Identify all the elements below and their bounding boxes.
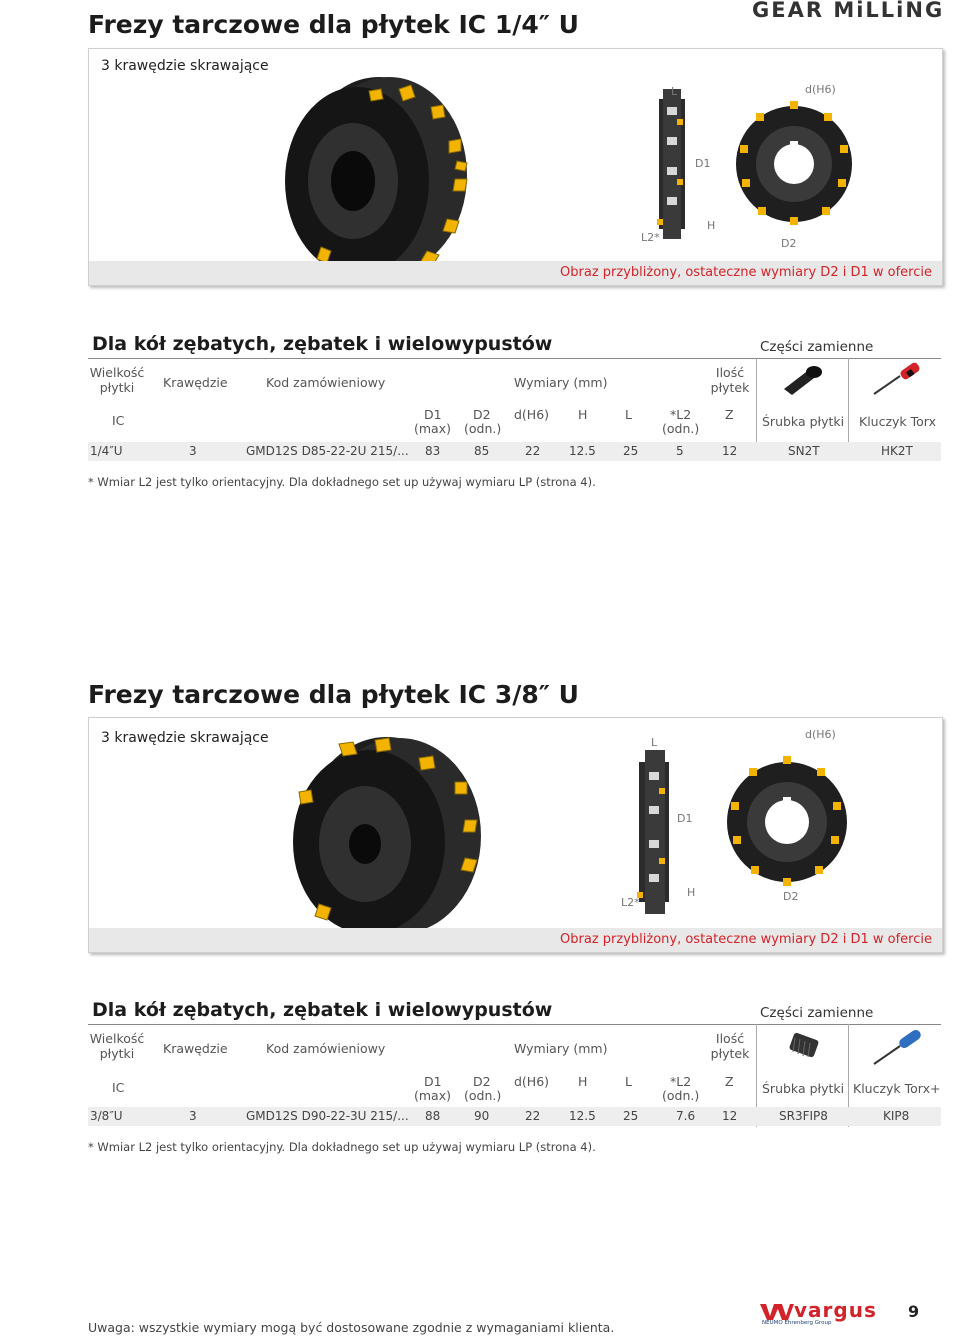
- caption-bar: [89, 261, 942, 285]
- dim-D2-label: D2: [781, 237, 797, 250]
- cell-l2: 7.6: [676, 1109, 696, 1123]
- cell-d2: 85: [474, 444, 490, 458]
- cell-d2: 90: [474, 1109, 490, 1123]
- torx-key-icon: [870, 362, 926, 398]
- cell-h: 12.5: [569, 444, 596, 458]
- th-screw: Śrubka płytki: [762, 414, 845, 429]
- image-caption: Obraz przybliżony, ostateczne wymiary D2 i D1 w ofercie: [560, 265, 932, 280]
- dim-dH6-label: d(H6): [805, 83, 836, 96]
- dim-D1-label: D1: [695, 157, 711, 170]
- cell-key: HK2T: [881, 444, 913, 458]
- header-rule: [88, 1024, 941, 1025]
- section-1-table-title: Dla kół zębatych, zębatek i wielowypustów: [92, 333, 553, 355]
- cutter-front-view-icon: [725, 744, 849, 900]
- footnote: * Wmiar L2 jest tylko orientacyjny. Dla dokładnego set up używaj wymiaru LP (strona 4).: [88, 475, 596, 489]
- th-z: Z: [725, 1074, 734, 1089]
- th-l: L: [625, 1074, 632, 1089]
- vargus-subline: NEUMO Ehrenberg Group: [762, 1320, 832, 1326]
- dim-L2-label: L2*: [621, 896, 640, 909]
- caption-bar: [89, 928, 942, 952]
- th-d1-sub: (max): [414, 421, 451, 436]
- th-edges: Krawędzie: [163, 375, 228, 390]
- screw-icon: [780, 363, 830, 397]
- cell-l: 25: [623, 1109, 639, 1123]
- th-size: Wielkość płytki: [89, 365, 145, 395]
- section-2-table-title: Dla kół zębatych, zębatek i wielowypustów: [92, 999, 553, 1021]
- cell-z: 12: [722, 444, 738, 458]
- th-h: H: [578, 1074, 588, 1089]
- section-2-subtitle: 3 krawędzie skrawające: [101, 730, 269, 746]
- th-z: Z: [725, 407, 734, 422]
- dim-D1-label: D1: [677, 812, 693, 825]
- th-screw: Śrubka płytki: [762, 1081, 845, 1096]
- milling-cutter-icon: [279, 732, 499, 942]
- th-d2: D2: [473, 407, 491, 422]
- dim-H-label: H: [707, 219, 716, 232]
- th-dims: Wymiary (mm): [514, 375, 608, 390]
- cell-l2: 5: [676, 444, 684, 458]
- th-size: Wielkość płytki: [89, 1031, 145, 1061]
- th-l2: *L2: [670, 1074, 692, 1089]
- dim-D2-label: D2: [783, 890, 799, 903]
- footnote: * Wmiar L2 jest tylko orientacyjny. Dla dokładnego set up używaj wymiaru LP (strona 4).: [88, 1140, 596, 1154]
- th-d1: D1: [424, 1074, 442, 1089]
- vargus-logo: [760, 1300, 878, 1330]
- screw-icon: [785, 1030, 825, 1062]
- milling-cutter-icon: [259, 69, 519, 281]
- cell-screw: SR3FIP8: [779, 1109, 828, 1123]
- spare-parts-title: Części zamienne: [760, 339, 874, 355]
- cell-d1: 83: [425, 444, 441, 458]
- cell-edges: 3: [189, 1109, 197, 1123]
- cell-z: 12: [722, 1109, 738, 1123]
- section-1-image-panel: [88, 48, 943, 286]
- dim-H-label: H: [687, 886, 696, 899]
- cell-ic: 3/8″U: [90, 1109, 123, 1123]
- section-2-image-panel: [88, 717, 943, 953]
- cell-edges: 3: [189, 444, 197, 458]
- screwdriver-icon: [870, 1028, 926, 1068]
- th-ic: IC: [112, 1080, 125, 1095]
- cell-dh6: 22: [525, 1109, 541, 1123]
- cell-code: GMD12S D85-22-2U 215/...: [246, 444, 409, 458]
- cutter-front-view-icon: [734, 89, 854, 239]
- th-d1-sub: (max): [414, 1088, 451, 1103]
- th-l2: *L2: [670, 407, 692, 422]
- gear-milling-logo: GEAR MiLLiNG: [752, 0, 945, 22]
- spare-parts-title: Części zamienne: [760, 1005, 874, 1021]
- page-number: 9: [908, 1302, 920, 1321]
- th-qty: Ilość płytek: [710, 1031, 750, 1061]
- cutter-side-view-icon: [629, 742, 689, 922]
- cell-l: 25: [623, 444, 639, 458]
- cell-d1: 88: [425, 1109, 441, 1123]
- th-l: L: [625, 407, 632, 422]
- section-1-title: Frezy tarczowe dla płytek IC 1/4″ U: [88, 10, 579, 39]
- dim-L-label: L: [671, 85, 678, 98]
- th-dh6: d(H6): [514, 407, 550, 422]
- th-qty: Ilość płytek: [710, 365, 750, 395]
- vargus-wordmark: vargus: [794, 1298, 877, 1322]
- th-l2-sub: (odn.): [662, 421, 700, 436]
- th-code: Kod zamówieniowy: [266, 375, 386, 390]
- cell-h: 12.5: [569, 1109, 596, 1123]
- cell-key: KIP8: [883, 1109, 910, 1123]
- dim-L2-label: L2*: [641, 231, 660, 244]
- section-2-title: Frezy tarczowe dla płytek IC 3/8″ U: [88, 680, 579, 709]
- header-rule: [88, 358, 941, 359]
- vargus-mark-icon: [760, 1304, 794, 1320]
- cell-ic: 1/4″U: [90, 444, 123, 458]
- cell-screw: SN2T: [788, 444, 820, 458]
- th-d2-sub: (odn.): [464, 1088, 502, 1103]
- th-d1: D1: [424, 407, 442, 422]
- section-1-subtitle: 3 krawędzie skrawające: [101, 58, 269, 74]
- th-d2: D2: [473, 1074, 491, 1089]
- th-h: H: [578, 407, 588, 422]
- image-caption: Obraz przybliżony, ostateczne wymiary D2 i D1 w ofercie: [560, 932, 932, 947]
- cell-dh6: 22: [525, 444, 541, 458]
- footer-note: Uwaga: wszystkie wymiary mogą być dostosowane zgodnie z wymaganiami klienta.: [88, 1320, 615, 1335]
- th-l2-sub: (odn.): [662, 1088, 700, 1103]
- th-code: Kod zamówieniowy: [266, 1041, 386, 1056]
- th-d2-sub: (odn.): [464, 421, 502, 436]
- th-ic: IC: [112, 413, 125, 428]
- th-dh6: d(H6): [514, 1074, 550, 1089]
- th-edges: Krawędzie: [163, 1041, 228, 1056]
- dim-L-label: L: [651, 736, 658, 749]
- th-key: Kluczyk Torx+: [853, 1081, 941, 1096]
- th-dims: Wymiary (mm): [514, 1041, 608, 1056]
- th-key: Kluczyk Torx: [859, 414, 936, 429]
- dim-dH6-label: d(H6): [805, 728, 836, 741]
- cell-code: GMD12S D90-22-3U 215/...: [246, 1109, 409, 1123]
